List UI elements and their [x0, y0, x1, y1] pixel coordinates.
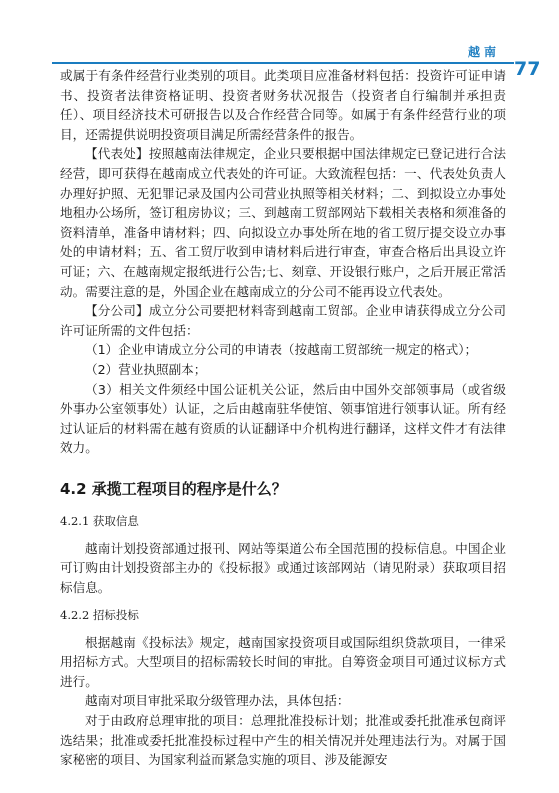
- paragraph-bidding-law: 根据越南《投标法》规定，越南国家投资项目或国际组织贷款项目，一律采用招标方式。大型项目的招标需较长时间的审批。自筹资金项目可通过议标方式进行。: [60, 634, 506, 689]
- page-body: [60, 66, 506, 770]
- paragraph-bid-info: 越南计划投资部通过报刊、网站等渠道公布全国范围的投标信息。中国企业可订购由计划投资部主办的《投标报》或通过该部网站（请见附录）获取项目招标信息。: [60, 540, 506, 596]
- header-rule: [52, 62, 514, 64]
- header-country: 越南: [467, 45, 500, 59]
- list-item-1: （1）企业申请成立分公司的申请表（按越南工贸部统一规定的格式）；: [85, 342, 478, 358]
- page-number: 77: [514, 58, 541, 80]
- section-heading-4-2: 4.2 承揽工程项目的程序是什么？: [60, 479, 287, 498]
- subsection-heading-4-2-2: 4.2.2 招标投标: [60, 607, 139, 622]
- running-header: [52, 40, 514, 60]
- paragraph-branch-office: 【分公司】成立分公司要把材料寄到越南工贸部。企业申请获得成立分公司许可证所需的文件包括：: [60, 303, 506, 338]
- list-item-2: （2）营业执照副本；: [85, 361, 207, 377]
- paragraph-approval-levels: 越南对项目审批采取分级管理办法，具体包括：: [85, 693, 350, 709]
- list-item-3: （3）相关文件须经中国公证机关公证，然后由中国外交部领事局（或省级外事办公室领事处）认证，之后由越南驻华使馆、领事馆进行领事认证。所有经过认证后的材料需在越有资质的认证翻译中介机构进行翻译，这样文件才有法律效力。: [60, 381, 506, 456]
- paragraph-pm-approval: 对于由政府总理审批的项目：总理批准投标计划；批准或委托批准承包商评选结果；批准或委托批准投标过程中产生的相关情况并处理违法行为。对属于国家秘密的项目、为国家利益而紧急实施的项目、涉及能源安: [60, 713, 506, 768]
- paragraph-continued: 或属于有条件经营行业类别的项目。此类项目应准备材料包括：投资许可证申请书、投资者法律资格证明、投资者财务状况报告（投资者自行编制并承担责任）、项目经济技术可研报告以及合作经营合同等。如属于有条件经营行业的项目，还需提供说明投资项目满足所需经营条件的报告。: [60, 68, 506, 142]
- subsection-heading-4-2-1: 4.2.1 获取信息: [60, 513, 139, 528]
- paragraph-representative-office: 【代表处】按照越南法律规定，企业只要根据中国法律规定已登记进行合法经营，即可获得在越南成立代表处的许可证。大致流程包括：一、代表处负责人办理好护照、无犯罪记录及国内公司营业执照等相关材料；二、到拟设立办事处地租办公场所，签订租房协议；三、到越南工贸部网站下载相关表格和须准备的资料清单，准备申请材料；四、向拟设立办事处所在地的省工贸厅提交设立办事处的申请材料；五、省工贸厅收到申请材料后进行审查，审查合格后出具设立许可证；六、在越南规定报纸进行公告;七、刻章、开设银行账户，之后开展正常活动。需要注意的是，外国企业在越南成立的分公司不能再设立代表处。: [60, 146, 506, 299]
